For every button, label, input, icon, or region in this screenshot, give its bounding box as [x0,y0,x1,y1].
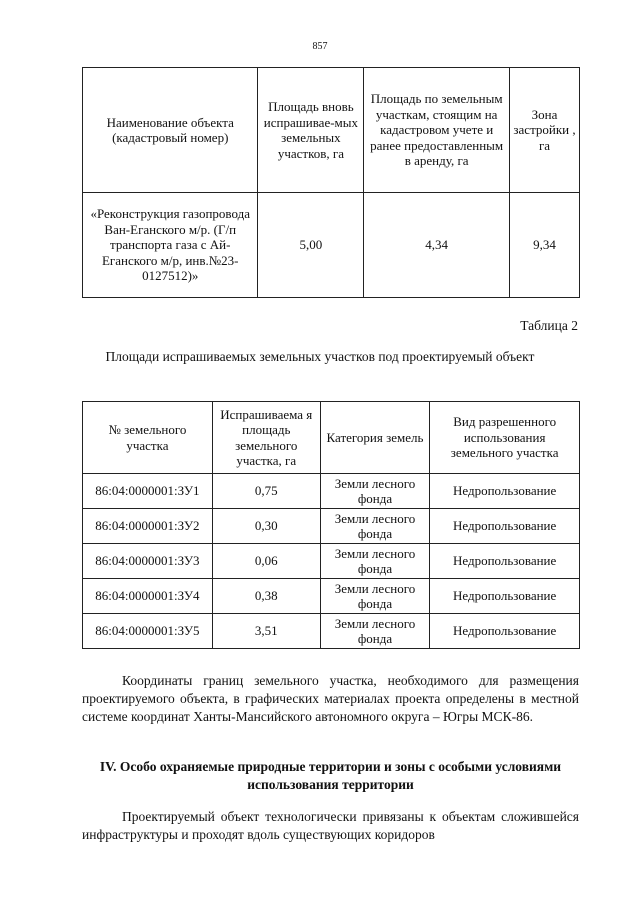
table-row [83,544,580,579]
new-area-cell: 5,00 [258,193,364,298]
table-header-row [83,402,580,474]
plot-id-cell: 86:04:0000001:ЗУ5 [83,614,213,649]
table-caption: Таблица 2 [520,318,578,333]
header-permitted-use: Вид разрешенного использования земельного участка [430,402,580,474]
plot-use-cell: Недропользование [430,474,580,509]
coordinates-paragraph: Координаты границ земельного участка, необходимого для размещения проектируемого объекта, в графических материалах проекта определены в местной системе координат Ханты-Мансийского автономного округа – Югры МСК-86. [82,673,579,724]
plot-id-cell: 86:04:0000001:ЗУ1 [83,474,213,509]
header-requested-area: Испрашиваема я площадь земельного участка, га [212,402,320,474]
section-heading: IV. Особо охраняемые природные территории и зоны с особыми условиями использования территории [99,759,562,792]
plot-id-cell: 86:04:0000001:ЗУ3 [83,544,213,579]
plot-area-cell: 0,30 [212,509,320,544]
land-plots-table [82,401,580,649]
plot-category-cell: Земли лесного фонда [320,579,430,614]
header-object-name: Наименование объекта (кадастровый номер) [83,68,258,193]
table-header-row [83,68,580,193]
header-registered-area: Площадь по земельным участкам, стоящим на кадастровом учете и ранее предоставленным в аренду, га [364,68,510,193]
table-row [83,509,580,544]
land-area-summary-table [82,67,580,298]
registered-area-cell: 4,34 [364,193,510,298]
plot-category-cell: Земли лесного фонда [320,544,430,579]
plot-category-cell: Земли лесного фонда [320,509,430,544]
zone-cell: 9,34 [510,193,580,298]
plot-use-cell: Недропользование [430,614,580,649]
page-number: 857 [312,41,328,52]
plot-use-cell: Недропользование [430,509,580,544]
plot-area-cell: 0,06 [212,544,320,579]
header-zone: Зона застройки , га [510,68,580,193]
header-new-area: Площадь вновь испрашивае-мых земельных участков, га [258,68,364,193]
plot-use-cell: Недропользование [430,579,580,614]
plot-id-cell: 86:04:0000001:ЗУ2 [83,509,213,544]
table-row [83,579,580,614]
table-row [83,614,580,649]
body-paragraph: Проектируемый объект технологически привязаны к объектам сложившейся инфраструктуры и проходят вдоль существующих коридоров [82,809,579,842]
plot-area-cell: 0,38 [212,579,320,614]
table-row [83,193,580,298]
plot-area-cell: 3,51 [212,614,320,649]
object-name-cell: «Реконструкция газопровода Ван-Еганского м/р. (Г/п транспорта газа с Ай-Еганского м/р, инв.№23-0127512)» [83,193,258,298]
plot-use-cell: Недропользование [430,544,580,579]
table-row [83,474,580,509]
table2-title: Площади испрашиваемых земельных участков под проектируемый объект [105,349,535,364]
plot-area-cell: 0,75 [212,474,320,509]
plot-id-cell: 86:04:0000001:ЗУ4 [83,579,213,614]
header-plot-number: № земельного участка [83,402,213,474]
plot-category-cell: Земли лесного фонда [320,474,430,509]
plot-category-cell: Земли лесного фонда [320,614,430,649]
header-land-category: Категория земель [320,402,430,474]
